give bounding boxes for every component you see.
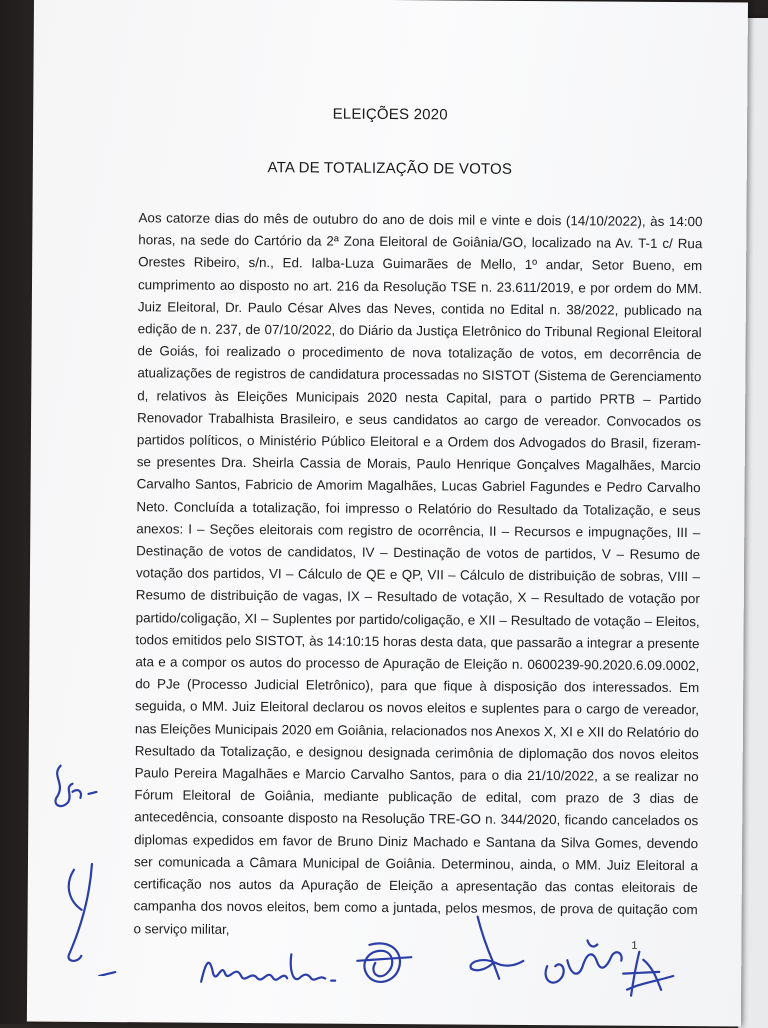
initials-left-top <box>42 758 112 828</box>
initials-left-bottom <box>51 856 142 977</box>
document-subtitle: ATA DE TOTALIZAÇÃO DE VOTOS <box>267 159 513 178</box>
document-body: Aos catorze dias do mês de outubro do ano de dois mil e vinte e dois (14/10/2022), às 14:00 horas, na sede do Cartório da 2ª Zona Eleitoral de Goiânia/GO, localizado na Av. T-1 c/ Rua Orestes Ribeiro, s/n., Ed. Ialba-Luza Guimarães de Mello, 1º andar, Setor Bueno, em cumprimento ao disposto no art. 216 da Resolução TSE n. 23.611/2019, e por ordem do MM. Juiz Eleitoral, Dr. Paulo César Alves das Neves, contida no Edital n. 38/2022, publicado na edição de n. 237, de 07/10/2022, do Diário da Justiça Eletrônico do Tribunal Regional Eleitoral de Goiás, foi realizado o procedimento de nova totalização de votos, em decorrência de atualizações de registros de candidatura processadas no SISTOT (Sistema de Gerenciamento d, relativos às Eleições Municipais 2020 nesta Capital, para o partido PRTB – Partido Renovador Trabalhista Brasileiro, e seus candidatos ao cargo de vereador. Convocados os partidos políticos, o Ministério Público Eleitoral e a Ordem dos Advogados do Brasil, fizeram-se presentes Dra. Sheirla Cassia de Morais, Paulo Henrique Gonçalves Magalhães, Marcio Carvalho Santos, Fabricio de Amorim Magalhães, Lucas Gabriel Fagundes e Pedro Carvalho Neto. Concluída a totalização, foi impresso o Relatório do Resultado da Totalização, e seus anexos: I – Seções eleitorais com registro de ocorrência, II – Recursos e impugnações, III – Destinação de votos de candidatos, IV – Destinação de votos de partidos, V – Resumo de votação dos partidos, VI – Cálculo de QE e QP, VII – Cálculo de distribuição de sobras, VIII – Resumo de distribuição de vagas, IX – Resultado de votação, X – Resultado de votação por partido/coligação, XI – Suplentes por partido/coligação, e XII – Resultado de votação – Eleitos, todos emitidos pelo SISTOT, às 14:10:15 horas desta data, que passarão a integrar a presente ata e a compor os autos do processo de Apuração de Eleição n. 0600239-90.2020.6.09.0002, do PJe (Processo Judicial Eletrônico), para que fique à disposição dos interessados. Em seguida, o MM. Juiz Eleitoral declarou os novos eleitos e suplentes para o cargo de vereador, nas Eleições Municipais 2020 em Goiânia, relacionados nos Anexos X, XI e XII do Relatório do Resultado da Totalização, e designou designada cerimônia de diplomação dos novos eleitos Paulo Pereira Magalhães e Marcio Carvalho Santos, para o dia 21/10/2022, a se realizar no Fórum Eleitoral de Goiânia, mediante publicação de edital, com prazo de 3 dias de antecedência, consoante disposto na Resolução TRE-GO n. 344/2020, ficando cancelados os diplomas expedidos em favor de Bruno Diniz Machado e Santana da Silva Gomes, devendo ser comunicada a Câmara Municipal de Goiânia. Determinou, ainda, o MM. Juiz Eleitoral a certificação nos autos da Apuração de Eleição a apresentação das contas eleitorais de campanha dos novos eleitos, bem como a juntada, pelos mesmos, de prova de quitação com o serviço militar, <box>133 210 703 937</box>
signature-star <box>613 944 693 1005</box>
document-title: ELEIÇÕES 2020 <box>332 105 448 124</box>
document-page <box>27 0 748 1026</box>
signature-stamp-circle <box>349 935 419 995</box>
signature-magalhaes <box>195 934 365 995</box>
page-number: 1 <box>631 939 638 952</box>
